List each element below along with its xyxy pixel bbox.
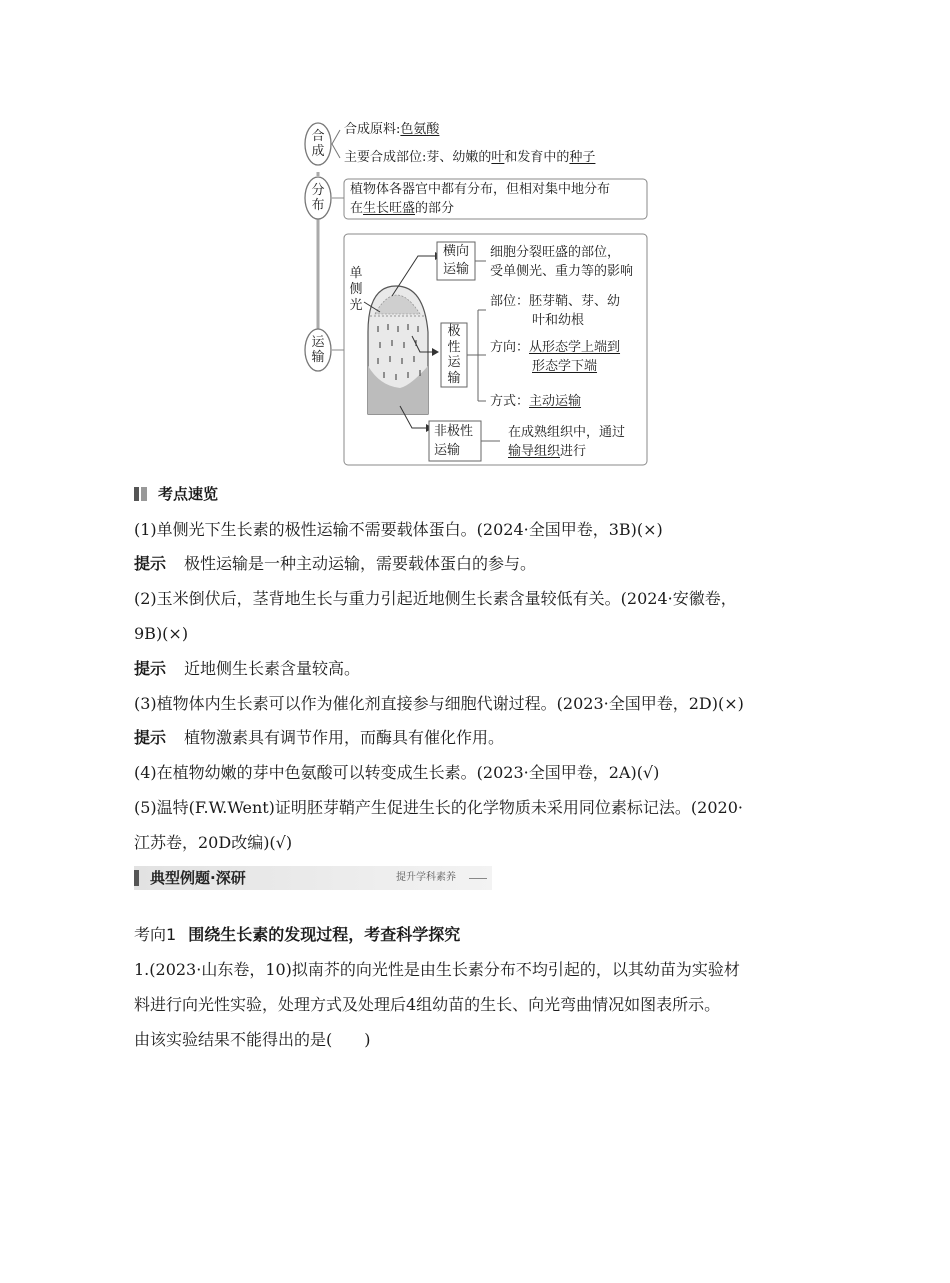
item-5: (5)温特(F.W.Went)证明胚芽鞘产生促进生长的化学物质未采用同位素标记法。(2020· bbox=[134, 798, 743, 817]
item-1: (1)单侧光下生长素的极性运输不需要载体蛋白。(2024·全国甲卷，3B)(×) bbox=[134, 520, 663, 539]
hint-1: 提示 极性运输是一种主动运输，需要载体蛋白的参与。 bbox=[134, 554, 537, 573]
polar-transport-label: 极性运输 bbox=[447, 324, 461, 386]
polar-direction-cont: 形态学下端 bbox=[532, 359, 598, 374]
topic-text: 围绕生长素的发现过程，考查科学探究 bbox=[188, 925, 461, 944]
banner-title: 典型例题·深研 bbox=[150, 869, 246, 887]
nonpolar-label-1: 非极性 bbox=[434, 424, 474, 439]
lateral-desc-2: 受单侧光、重力等的影响 bbox=[490, 264, 634, 279]
section-marker bbox=[134, 487, 139, 501]
transport-label: 运输 bbox=[311, 335, 325, 365]
lateral-transport-label: 横向运输 bbox=[442, 244, 469, 277]
section-title: 考点速览 bbox=[158, 485, 219, 503]
item-2: (2)玉米倒伏后，茎背地生长与重力引起近地侧生长素含量较低有关。(2024·安徽卷， bbox=[134, 589, 737, 608]
item-2-cont: 9B)(×) bbox=[134, 624, 189, 643]
banner-subtitle: 提升学科素养 bbox=[396, 872, 456, 883]
section-header bbox=[134, 484, 234, 504]
item-3: (3)植物体内生长素可以作为催化剂直接参与细胞代谢过程。(2023·全国甲卷，2D)(×) bbox=[134, 694, 744, 713]
nonpolar-desc-2: 输导组织进行 bbox=[508, 444, 587, 459]
nonpolar-desc-1: 在成熟组织中，通过 bbox=[508, 425, 626, 440]
polar-site: 部位：胚芽鞘、芽、幼 bbox=[490, 294, 621, 309]
item-5-cont: 江苏卷，20D改编)(√) bbox=[134, 833, 293, 852]
item-4: (4)在植物幼嫩的芽中色氨酸可以转变成生长素。(2023·全国甲卷，2A)(√) bbox=[134, 763, 660, 782]
nonpolar-label-2: 运输 bbox=[434, 443, 461, 458]
auxin-diagram bbox=[300, 116, 652, 470]
synthesis-label: 合成 bbox=[311, 129, 325, 159]
banner-marker bbox=[134, 870, 139, 886]
distribution-label: 分布 bbox=[311, 183, 325, 213]
example-banner bbox=[134, 866, 492, 890]
hint-label: 提示 bbox=[134, 554, 167, 573]
synthesis-site: 主要合成部位:芽、幼嫩的叶和发育中的种子 bbox=[344, 150, 596, 165]
banner-rule bbox=[469, 878, 487, 879]
polar-site-cont: 叶和幼根 bbox=[532, 313, 585, 328]
polar-direction: 方向：从形态学上端到 bbox=[490, 340, 621, 355]
topic-heading bbox=[134, 924, 460, 946]
section-marker-2 bbox=[141, 487, 147, 501]
polar-mode: 方式：主动运输 bbox=[490, 394, 582, 409]
hint-label: 提示 bbox=[134, 728, 167, 747]
distribution-line-1: 植物体各器官中都有分布，但相对集中地分布 bbox=[350, 182, 611, 197]
hint-2: 提示 近地侧生长素含量较高。 bbox=[134, 659, 361, 678]
synthesis-material: 合成原料:色氨酸 bbox=[344, 122, 440, 137]
hint-label: 提示 bbox=[134, 659, 167, 678]
lateral-desc-1: 细胞分裂旺盛的部位， bbox=[490, 245, 621, 260]
distribution-line-2: 在生长旺盛的部分 bbox=[350, 201, 455, 216]
unilateral-light-label: 单侧光 bbox=[349, 266, 363, 313]
topic-number: 考向1 bbox=[134, 925, 177, 944]
question-line-3: 由该实验结果不能得出的是( ) bbox=[134, 1030, 371, 1049]
question-line-2: 料进行向光性实验，处理方式及处理后4组幼苗的生长、向光弯曲情况如图表所示。 bbox=[134, 995, 721, 1014]
hint-3: 提示 植物激素具有调节作用，而酶具有催化作用。 bbox=[134, 728, 505, 747]
question-line-1: 1.(2023·山东卷，10)拟南芥的向光性是由生长素分布不均引起的，以其幼苗为实验材 bbox=[134, 960, 740, 979]
